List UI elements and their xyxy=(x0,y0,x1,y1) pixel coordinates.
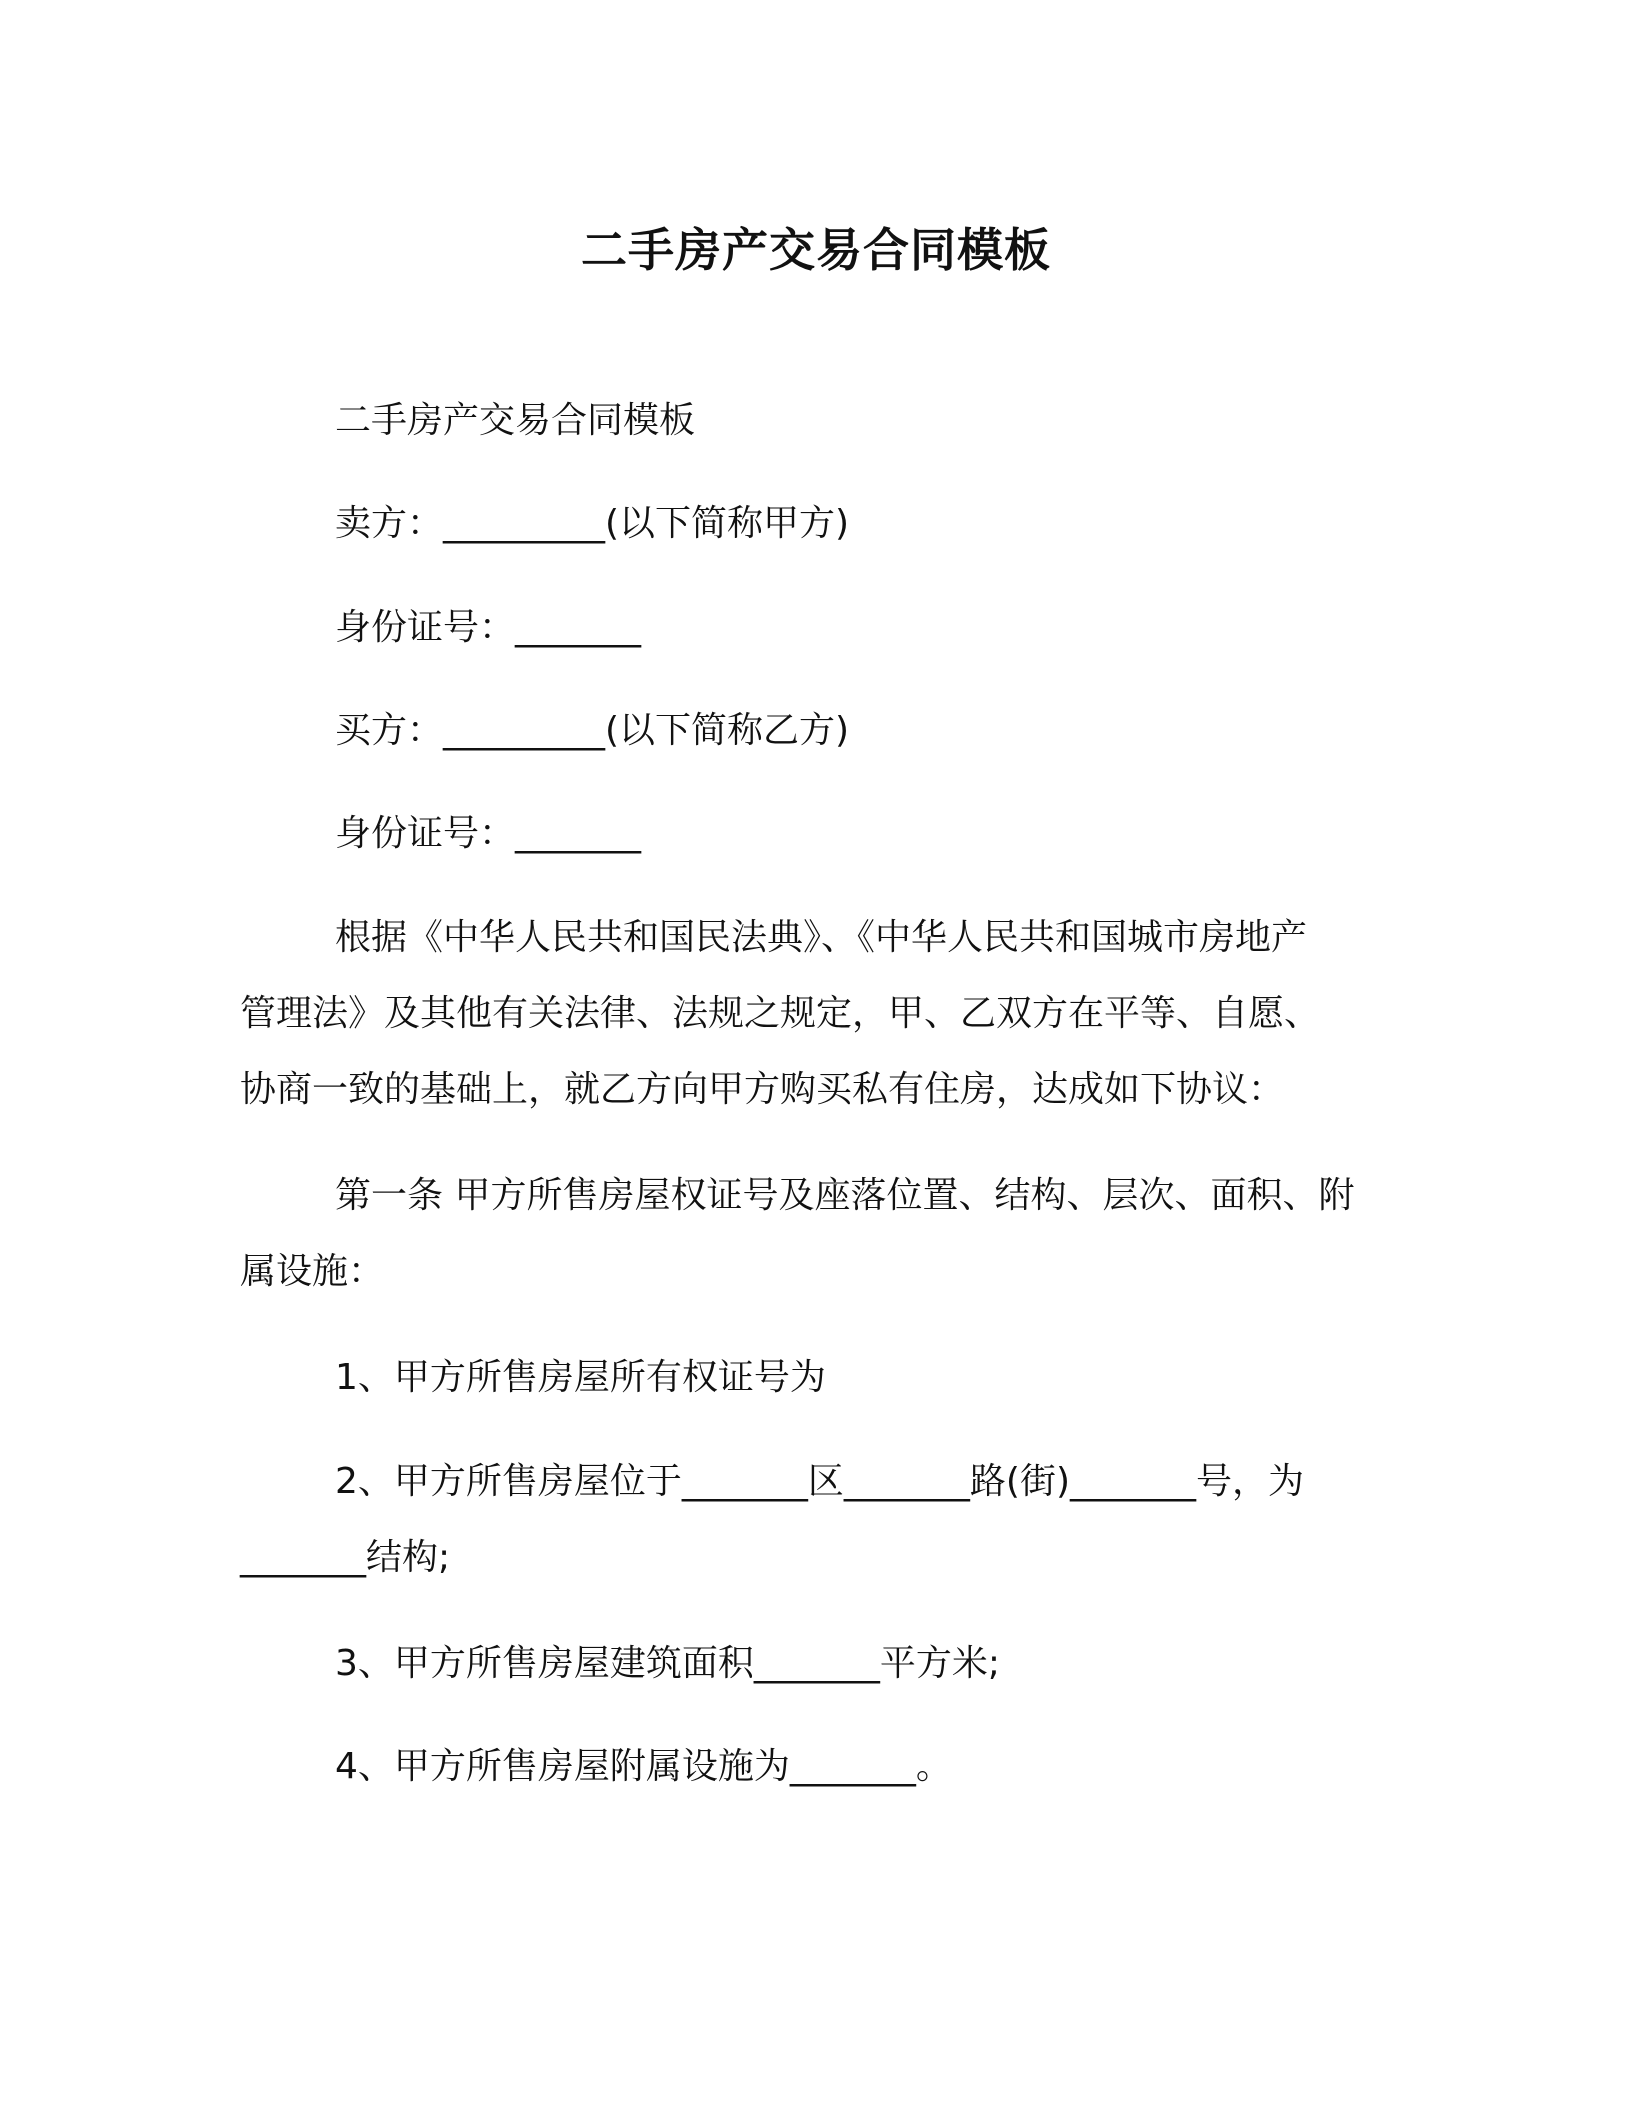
item-2-line-2: _______结构; xyxy=(240,1537,451,1578)
item-3: 3、甲方所售房屋建筑面积_______平方米; xyxy=(335,1643,1001,1684)
item-4: 4、甲方所售房屋附属设施为_______。 xyxy=(335,1746,952,1787)
seller-line: 卖方：_________(以下简称甲方) xyxy=(335,503,850,544)
item-2-line-1: 2、甲方所售房屋位于_______区_______路(街)_______号，为 xyxy=(335,1461,1304,1502)
contract-subtitle: 二手房产交易合同模板 xyxy=(335,400,696,441)
preamble-line-1: 根据《中华人民共和国民法典》、《中华人民共和国城市房地产 xyxy=(335,917,1308,958)
item-1: 1、甲方所售房屋所有权证号为 xyxy=(335,1357,826,1398)
document-title: 二手房产交易合同模板 xyxy=(581,223,1051,277)
preamble-line-3: 协商一致的基础上，就乙方向甲方购买私有住房，达成如下协议： xyxy=(240,1069,1285,1110)
article-1-line-2: 属设施： xyxy=(240,1251,385,1292)
article-1-line-1: 第一条 甲方所售房屋权证号及座落位置、结构、层次、面积、附 xyxy=(335,1175,1355,1216)
buyer-id-line: 身份证号：_______ xyxy=(335,813,642,854)
seller-id-line: 身份证号：_______ xyxy=(335,607,642,648)
preamble-line-2: 管理法》及其他有关法律、法规之规定，甲、乙双方在平等、自愿、 xyxy=(240,993,1321,1034)
buyer-line: 买方：_________(以下简称乙方) xyxy=(335,710,850,751)
